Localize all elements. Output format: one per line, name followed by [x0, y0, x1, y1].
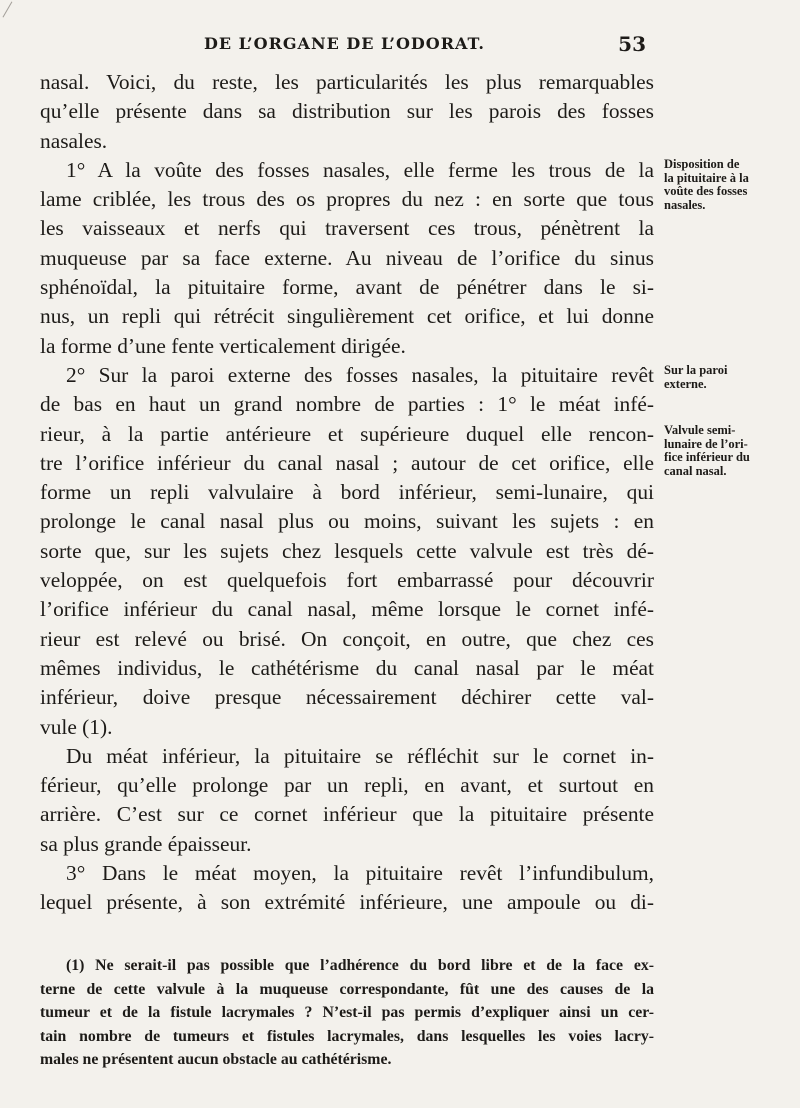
text-line: muqueuse par sa face externe. Au niveau de l’orifice du sinus: [40, 245, 654, 270]
margin-note-line: fice inférieur du: [664, 450, 750, 464]
body-text: [40, 68, 654, 918]
text-line: l’orifice inférieur du canal nasal, même lorsque le cornet infé-: [40, 597, 654, 622]
text-line: forme un repli valvulaire à bord inférieur, semi-lunaire, qui: [40, 480, 654, 505]
footnote: [40, 954, 654, 1072]
text-line: arrière. C’est sur ce cornet inférieur que la pituitaire présente: [40, 802, 654, 827]
footnote-line: terne de cette valvule à la muqueuse correspondante, fût une des causes de la: [40, 980, 654, 998]
text-line: 1° A la voûte des fosses nasales, elle ferme les trous de la: [66, 157, 654, 182]
margin-note-line: voûte des fosses: [664, 184, 748, 198]
text-line: lequel présente, à son extrémité inférieure, une ampoule ou di-: [40, 890, 654, 915]
text-line: de bas en haut un grand nombre de parties : 1° le méat infé-: [40, 392, 654, 417]
text-line: tre l’orifice inférieur du canal nasal ; autour de cet orifice, elle: [40, 450, 654, 475]
text-line: 2° Sur la paroi externe des fosses nasales, la pituitaire revêt: [66, 362, 654, 387]
page-number: 53: [618, 32, 646, 56]
text-line: qu’elle présente dans sa distribution sur les parois des fosses: [40, 99, 654, 124]
corner-mark: [3, 1, 25, 24]
text-line: vule (1).: [40, 714, 113, 739]
footnote-line: tain nombre de tumeurs et fistules lacrymales, dans lesquelles les voies lacry-: [40, 1027, 654, 1045]
text-line: férieur, qu’elle prolonge par un repli, en avant, et surtout en: [40, 773, 654, 798]
footnote-line: (1) Ne serait-il pas possible que l’adhérence du bord libre et de la face ex-: [66, 957, 654, 974]
text-line: Du méat inférieur, la pituitaire se réfléchit sur le cornet in-: [66, 743, 654, 768]
text-line: sorte que, sur les sujets chez lesquels cette valvule est très dé-: [40, 538, 654, 563]
margin-note-line: externe.: [664, 376, 707, 391]
text-line: nus, un repli qui rétrécit singulièrement cet orifice, et lui donne: [40, 304, 654, 329]
margin-note-external-wall: [664, 364, 774, 391]
page-header: [40, 32, 652, 58]
text-line: rieur, à la partie antérieure et supérieure duquel elle rencon-: [40, 421, 654, 446]
text-line: rieur est relevé ou brisé. On conçoit, en outre, que chez ces: [40, 626, 654, 651]
footnote-line: tumeur et de la fistule lacrymales ? N’est-il pas permis d’expliquer ainsi un cer-: [40, 1004, 654, 1021]
text-line: la forme d’une fente verticalement dirigée.: [40, 333, 406, 358]
text-line: lame criblée, les trous des os propres du nez : en sorte que tous: [40, 187, 654, 212]
text-line: nasales.: [40, 128, 108, 153]
text-line: les vaisseaux et nerfs qui traversent ces trous, pénètrent la: [40, 216, 654, 241]
text-line: nasal. Voici, du reste, les particularités les plus remarquables: [40, 70, 654, 94]
margin-note-line: Sur la paroi: [664, 363, 728, 377]
text-line: sa plus grande épaisseur.: [40, 831, 252, 856]
margin-note-valve: [664, 424, 774, 478]
text-line: sphénoïdal, la pituitaire forme, avant de pénétrer dans le si-: [40, 275, 654, 300]
margin-note-line: Valvule semi-: [664, 423, 736, 437]
text-line: prolonge le canal nasal plus ou moins, suivant les sujets : en: [40, 509, 654, 534]
text-line: veloppée, on est quelquefois fort embarrassé pour découvrir: [40, 568, 654, 593]
text-line: 3° Dans le méat moyen, la pituitaire revêt l’infundibulum,: [66, 861, 654, 886]
text-line: mêmes individus, le cathétérisme du canal nasal par le méat: [40, 655, 654, 680]
footnote-line: males ne présentent aucun obstacle au cathétérisme.: [40, 1051, 392, 1068]
text-line: inférieur, doive presque nécessairement déchirer cette val-: [40, 685, 654, 710]
margin-note-line: la pituitaire à la: [664, 170, 749, 185]
margin-note-line: lunaire de l’ori-: [664, 436, 748, 451]
margin-note-vault: [664, 158, 774, 212]
running-title: DE L’ORGANE DE L’ODORAT.: [204, 34, 485, 53]
margin-note-line: Disposition de: [664, 157, 740, 171]
margin-note-line: nasales.: [664, 197, 706, 212]
margin-note-line: canal nasal.: [664, 463, 727, 478]
